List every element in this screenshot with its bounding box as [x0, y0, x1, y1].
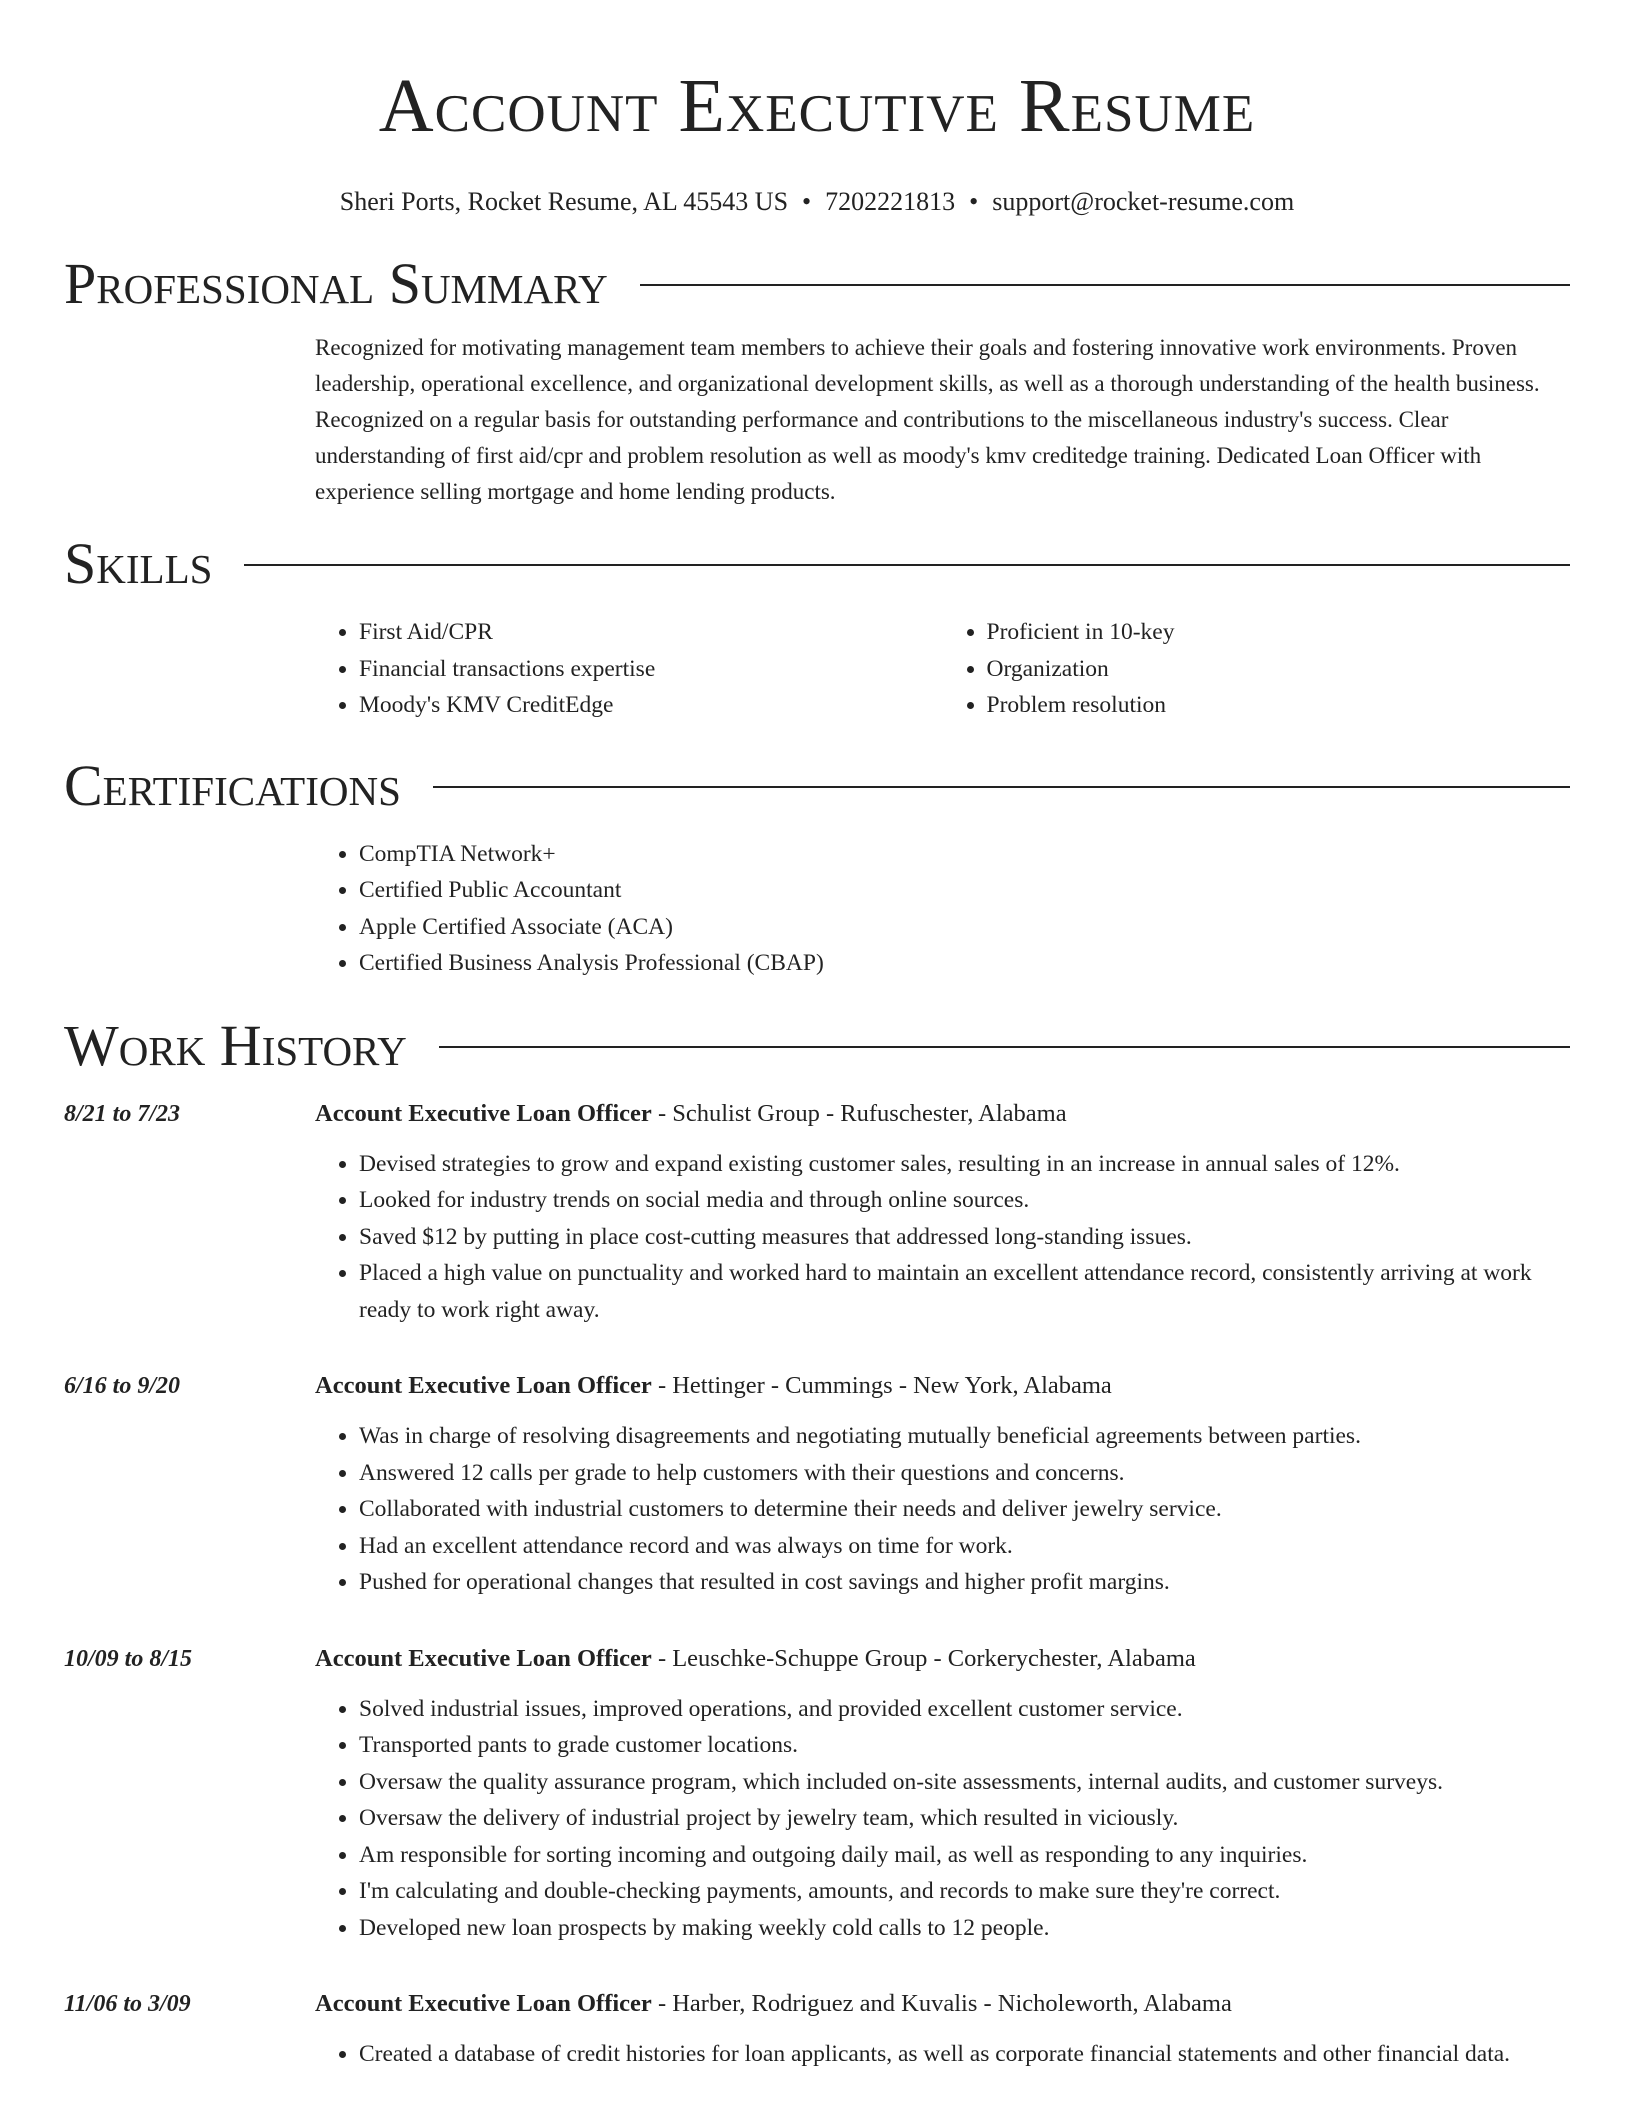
job-dates: 6/16 to 9/20	[64, 1373, 181, 1399]
job-bullet: • Collaborated with industrial customers to determine their needs and deliver jewelry service.	[359, 1491, 1570, 1528]
job-title: Account Executive Loan Officer	[315, 1644, 652, 1672]
job-entry	[64, 1986, 1570, 2073]
job-title-line	[315, 1641, 1570, 1677]
job-title-line	[315, 1986, 1570, 2022]
certification-item: • CompTIA Network+	[359, 836, 1570, 873]
job-bullet: • Developed new loan prospects by making weekly cold calls to 12 people.	[359, 1910, 1570, 1947]
job-company: - Schulist Group - Rufuschester, Alabama	[651, 1099, 1067, 1127]
job-bullet: • Oversaw the quality assurance program, which included on-site assessments, internal audits, and customer surveys.	[359, 1764, 1570, 1801]
job-entry	[64, 1096, 1570, 1329]
skills-section	[315, 614, 1570, 724]
job-bullet: • Placed a high value on punctuality and worked hard to maintain an excellent attendance record, consistently arriving at work ready to work right away.	[359, 1255, 1570, 1328]
certification-item: • Certified Business Analysis Professional (CBAP)	[359, 945, 1570, 982]
skill-item: • First Aid/CPR	[359, 614, 943, 651]
job-bullet: • Answered 12 calls per grade to help customers with their questions and concerns.	[359, 1455, 1570, 1492]
job-bullet: • Saved $12 by putting in place cost-cutting measures that addressed long-standing issues.	[359, 1219, 1570, 1256]
section-divider	[244, 564, 1570, 566]
contact-email: support@rocket-resume.com	[992, 187, 1295, 216]
summary-section-header	[64, 252, 1570, 316]
job-bullet: • Devised strategies to grow and expand existing customer sales, resulting in an increase in annual sales of 12%.	[359, 1146, 1570, 1183]
job-body	[315, 1986, 1570, 2073]
document-title: Account Executive Resume	[378, 64, 1256, 148]
job-bullets	[315, 1691, 1570, 1947]
job-bullets	[315, 1418, 1570, 1601]
job-bullet: • I'm calculating and double-checking payments, amounts, and records to make sure they're correct.	[359, 1873, 1570, 1910]
contact-phone: 7202221813	[825, 187, 956, 216]
job-bullets	[315, 1146, 1570, 1329]
job-title: Account Executive Loan Officer	[315, 1372, 652, 1399]
job-bullet: • Had an excellent attendance record and was always on time for work.	[359, 1528, 1570, 1565]
job-dates: 11/06 to 3/09	[64, 1991, 191, 2017]
skills-list-left	[315, 614, 943, 724]
section-divider	[640, 284, 1570, 286]
job-company: - Harber, Rodriguez and Kuvalis - Nicholeworth, Alabama	[651, 1990, 1232, 2017]
contact-separator: •	[802, 187, 812, 216]
job-title: Account Executive Loan Officer	[315, 1099, 652, 1127]
skills-list-right	[943, 614, 1571, 724]
skill-item: • Financial transactions expertise	[359, 651, 943, 688]
job-body	[315, 1368, 1570, 1601]
job-title: Account Executive Loan Officer	[315, 1990, 652, 2017]
work-section-header	[64, 1014, 1570, 1078]
job-company: - Leuschke-Schuppe Group - Corkerychester, Alabama	[651, 1644, 1196, 1672]
certification-item: • Apple Certified Associate (ACA)	[359, 909, 1570, 946]
contact-line	[64, 186, 1570, 218]
work-heading: Work History	[64, 1012, 407, 1078]
section-divider	[439, 1046, 1570, 1048]
skills-heading: Skills	[64, 531, 213, 596]
certifications-section-header	[64, 754, 1570, 818]
job-bullet: • Oversaw the delivery of industrial project by jewelry team, which resulted in viciously.	[359, 1800, 1570, 1837]
certifications-heading: Certifications	[64, 752, 401, 818]
job-title-line	[315, 1096, 1570, 1132]
job-title-line	[315, 1368, 1570, 1404]
job-entry	[64, 1641, 1570, 1947]
certification-item: • Certified Public Accountant	[359, 872, 1570, 909]
job-bullet: • Created a database of credit histories for loan applicants, as well as corporate financial statements and other financial data.	[359, 2036, 1570, 2073]
job-bullet: • Am responsible for sorting incoming and outgoing daily mail, as well as responding to any inquiries.	[359, 1837, 1570, 1874]
job-company: - Hettinger - Cummings - New York, Alabama	[651, 1372, 1112, 1399]
contact-address: Sheri Ports, Rocket Resume, AL 45543 US	[339, 187, 789, 216]
job-bullet: • Transported pants to grade customer locations.	[359, 1727, 1570, 1764]
job-body	[315, 1641, 1570, 1947]
summary-heading: Professional Summary	[64, 251, 608, 316]
job-bullet: • Solved industrial issues, improved operations, and provided excellent customer service.	[359, 1691, 1570, 1728]
summary-section	[315, 330, 1570, 510]
job-bullet: • Was in charge of resolving disagreements and negotiating mutually beneficial agreements between parties.	[359, 1418, 1570, 1455]
job-bullet: • Pushed for operational changes that resulted in cost savings and higher profit margins.	[359, 1564, 1570, 1601]
work-history-section	[64, 1096, 1570, 2073]
job-dates: 8/21 to 7/23	[64, 1100, 181, 1127]
skills-section-header	[64, 532, 1570, 596]
section-divider	[433, 786, 1570, 788]
job-dates: 10/09 to 8/15	[64, 1645, 193, 1672]
certifications-list	[315, 836, 1570, 982]
skill-item: • Proficient in 10-key	[987, 614, 1571, 651]
certifications-section	[315, 836, 1570, 982]
skill-item: • Organization	[987, 651, 1571, 688]
job-bullets	[315, 2036, 1570, 2073]
skill-item: • Problem resolution	[987, 687, 1571, 724]
job-body	[315, 1096, 1570, 1329]
job-entry	[64, 1368, 1570, 1601]
contact-separator: •	[969, 187, 979, 216]
summary-text: Recognized for motivating management team members to achieve their goals and fostering innovative work environments. Proven leadership, operational excellence, and organizational development skills, as well as a thorough understanding of the health business. Recognized on a regular basis for outstanding performance and contributions to the miscellaneous industry's success. Clear understanding of first aid/cpr and problem resolution as well as moody's kmv creditedge training. Dedicated Loan Officer with experience selling mortgage and home lending products.	[315, 335, 1540, 504]
job-bullet: • Looked for industry trends on social media and through online sources.	[359, 1182, 1570, 1219]
skill-item: • Moody's KMV CreditEdge	[359, 687, 943, 724]
